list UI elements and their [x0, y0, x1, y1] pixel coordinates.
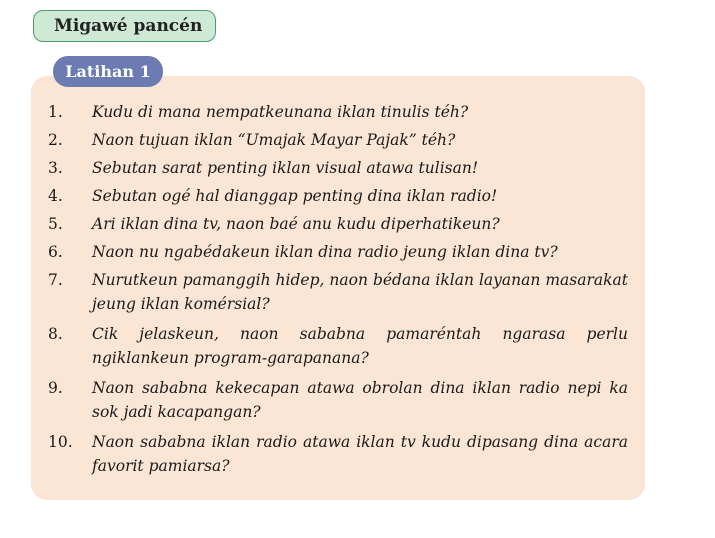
question-item — [48, 100, 628, 124]
question-number: 8. — [48, 325, 63, 343]
question-text: Cik jelaskeun, naon sababna pamaréntah ngarasa perlu ngiklankeun program-garapanana? — [92, 325, 628, 367]
question-item — [48, 128, 628, 152]
question-number: 5. — [48, 215, 63, 233]
question-text: Naon sababna iklan radio atawa iklan tv kudu dipasang dina acara favorit pamiarsa? — [92, 433, 628, 475]
question-text: Sebutan ogé hal dianggap penting dina iklan radio! — [92, 187, 498, 205]
question-number: 6. — [48, 243, 63, 261]
question-number: 10. — [48, 433, 73, 451]
question-item — [48, 268, 628, 316]
question-text: Sebutan sarat penting iklan visual atawa tulisan! — [92, 159, 479, 177]
question-text: Naon nu ngabédakeun iklan dina radio jeung iklan dina tv? — [92, 243, 558, 261]
question-text: Nurutkeun pamanggih hidep, naon bédana iklan layanan masarakat jeung iklan komérsial? — [92, 271, 628, 313]
exercise-label: Latihan 1 — [53, 56, 163, 87]
question-number: 7. — [48, 271, 63, 289]
question-item — [48, 156, 628, 180]
question-number: 1. — [48, 103, 63, 121]
question-text: Naon tujuan iklan “Umajak Mayar Pajak” téh? — [92, 131, 456, 149]
question-item — [48, 430, 628, 478]
question-number: 2. — [48, 131, 63, 149]
question-list — [48, 100, 628, 484]
question-number: 3. — [48, 159, 63, 177]
question-text: Naon sababna kekecapan atawa obrolan dina iklan radio nepi ka sok jadi kacapangan? — [92, 379, 628, 421]
section-title: Migawé pancén — [33, 10, 216, 42]
question-text: Ari iklan dina tv, naon baé anu kudu diperhatikeun? — [92, 215, 500, 233]
question-item — [48, 376, 628, 424]
question-item — [48, 322, 628, 370]
question-item — [48, 184, 628, 208]
question-number: 9. — [48, 379, 63, 397]
question-text: Kudu di mana nempatkeunana iklan tinulis téh? — [92, 103, 469, 121]
question-item — [48, 240, 628, 264]
question-item — [48, 212, 628, 236]
question-number: 4. — [48, 187, 63, 205]
